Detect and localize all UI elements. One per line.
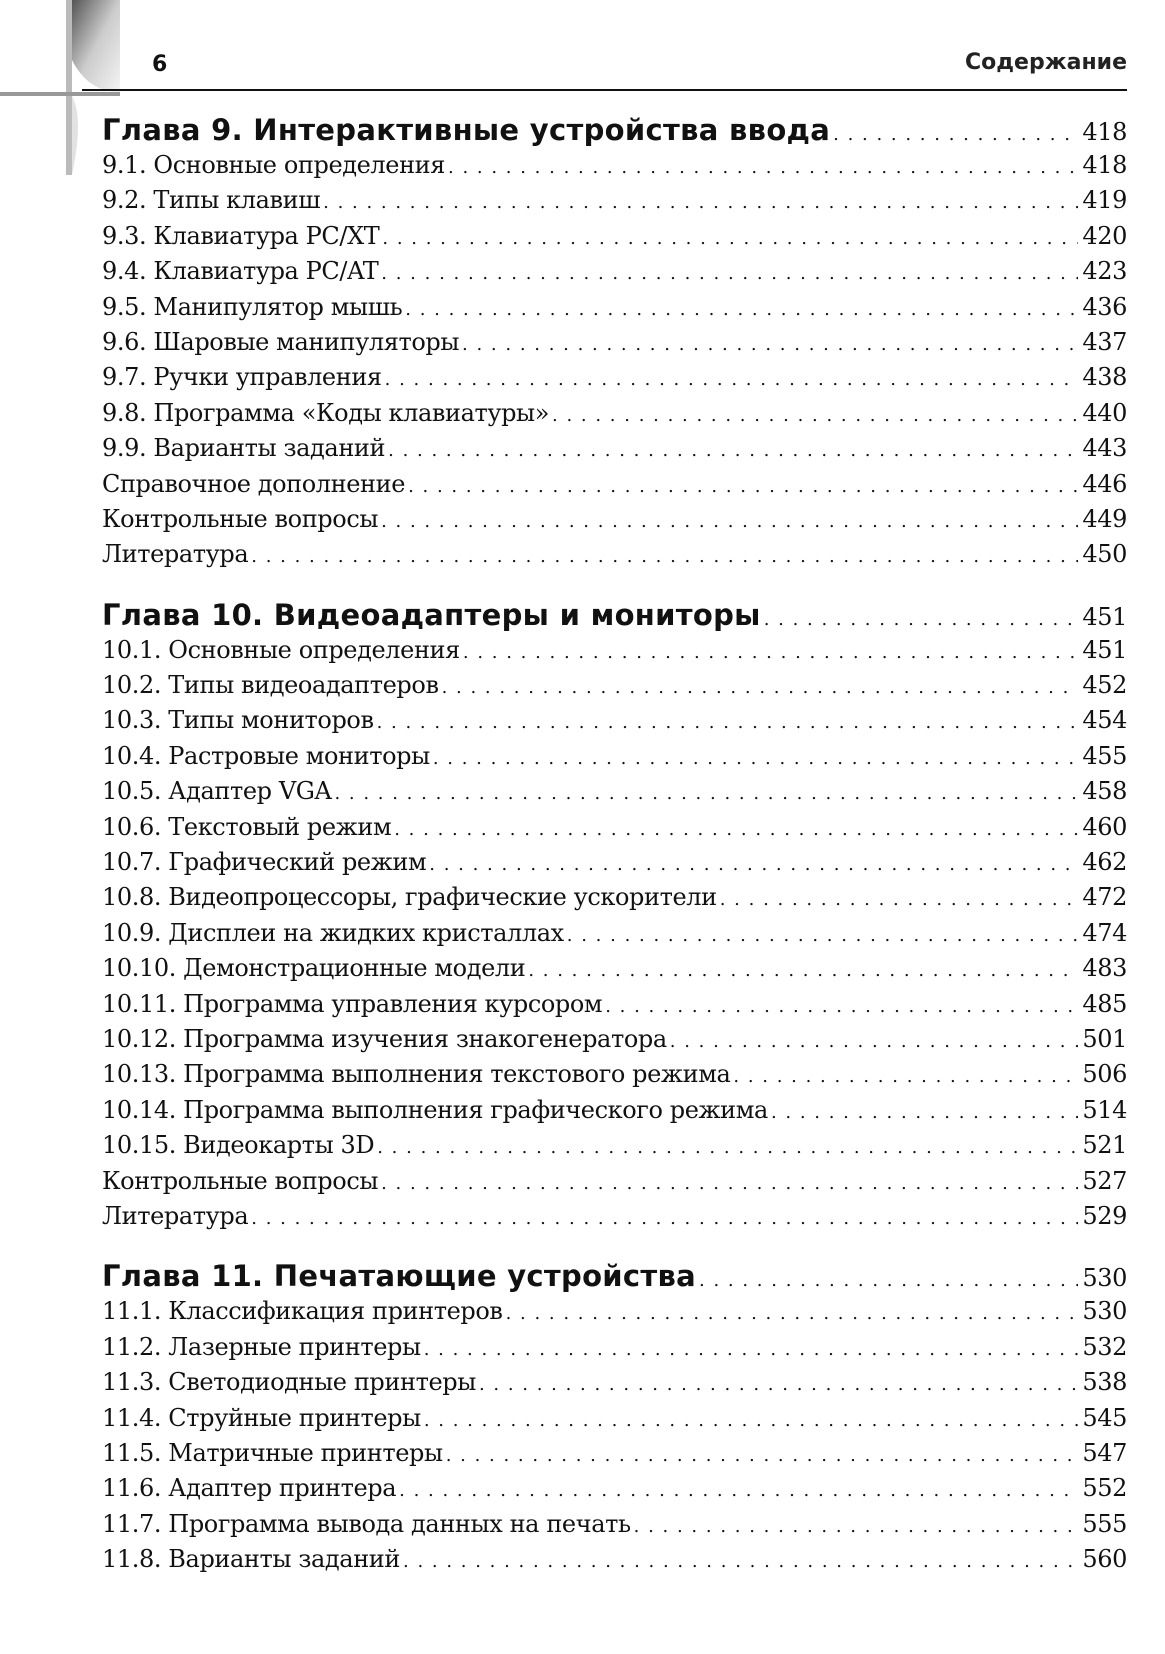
dot-leader (552, 405, 1078, 426)
dot-leader (382, 228, 1078, 249)
dot-leader (394, 819, 1078, 840)
toc-entry-row (102, 293, 1127, 328)
page-ref: 451 (1082, 602, 1127, 631)
toc-entry-row (102, 848, 1127, 883)
toc-entry-row (102, 990, 1127, 1025)
toc-entry-row (102, 813, 1127, 848)
dot-leader (733, 1066, 1078, 1087)
dot-leader (699, 1270, 1078, 1291)
page-ref: 455 (1082, 741, 1127, 770)
toc-entry-row (102, 1474, 1127, 1509)
toc-entry-row (102, 1439, 1127, 1474)
entry-title: 11.7. Программа вывода данных на печать (102, 1509, 631, 1538)
page-ref: 462 (1082, 848, 1127, 877)
toc-entry-row (102, 1060, 1127, 1095)
entry-title: Контрольные вопросы (102, 1166, 379, 1195)
entry-title: 11.2. Лазерные принтеры (102, 1332, 421, 1361)
entry-title: 11.5. Матричные принтеры (102, 1438, 443, 1467)
dot-leader (446, 1445, 1079, 1466)
page-ref: 547 (1082, 1438, 1127, 1467)
entry-title: 10.7. Графический режим (102, 848, 427, 877)
page-ref: 530 (1082, 1264, 1127, 1293)
dot-leader (442, 677, 1079, 698)
entry-title: Справочное дополнение (102, 469, 406, 498)
entry-title: 10.9. Дисплеи на жидких кристаллах (102, 918, 564, 947)
entry-title: 11.3. Светодиодные принтеры (102, 1368, 476, 1397)
entry-title: 9.4. Клавиатура PC/AT (102, 257, 379, 286)
toc-chapter-row (102, 598, 1127, 636)
toc-entry-row (102, 883, 1127, 918)
toc-entry-row (102, 540, 1127, 575)
dot-leader (408, 476, 1078, 497)
page-ref: 460 (1082, 812, 1127, 841)
entry-title: 10.12. Программа изучения знакогенератора (102, 1024, 667, 1053)
page-ref: 529 (1082, 1201, 1127, 1230)
dot-leader (399, 1480, 1078, 1501)
toc-entry-row (102, 777, 1127, 812)
page-ref: 440 (1082, 398, 1127, 427)
dot-leader (634, 1516, 1079, 1537)
entry-title: 10.8. Видеопроцессоры, графические ускорители (102, 883, 717, 912)
entry-title: 11.8. Варианты заданий (102, 1545, 400, 1574)
entry-title: 10.10. Демонстрационные модели (102, 954, 526, 983)
chapter-title: Глава 11. Печатающие устройства (102, 1259, 697, 1294)
table-of-contents (102, 113, 1127, 1580)
page-ref: 420 (1082, 221, 1127, 250)
page-number: 6 (152, 52, 168, 77)
entry-title: 9.5. Манипулятор мышь (102, 292, 403, 321)
dot-leader (424, 1410, 1079, 1431)
dot-leader (670, 1031, 1079, 1052)
toc-entry-row (102, 1025, 1127, 1060)
dot-leader (381, 263, 1078, 284)
page-ref: 483 (1082, 954, 1127, 983)
toc-entry-row (102, 671, 1127, 706)
entry-title: 10.2. Типы видеоадаптеров (102, 671, 439, 700)
page-ref: 450 (1082, 540, 1127, 569)
toc-entry-row (102, 434, 1127, 469)
entry-title: 10.14. Программа выполнения графического режима (102, 1095, 768, 1124)
page-ref: 443 (1082, 434, 1127, 463)
entry-title: 10.4. Растровые мониторы (102, 741, 430, 770)
dot-leader (833, 124, 1078, 145)
header-rule (82, 89, 1127, 91)
toc-entry-row (102, 257, 1127, 292)
page-ref: 452 (1082, 671, 1127, 700)
page-ref: 423 (1082, 257, 1127, 286)
entry-title: 9.1. Основные определения (102, 151, 446, 179)
toc-chapter-row (102, 113, 1127, 151)
page-ref: 418 (1082, 118, 1127, 146)
page-ref: 436 (1082, 292, 1127, 321)
dot-leader (377, 712, 1079, 733)
entry-title: 10.13. Программа выполнения текстового режима (102, 1060, 731, 1089)
toc-entry-row (102, 1297, 1127, 1332)
page-ref: 506 (1082, 1060, 1127, 1089)
page-ref: 449 (1082, 504, 1127, 533)
dot-leader (479, 1374, 1078, 1395)
toc-entry-row (102, 222, 1127, 257)
dot-leader (377, 1137, 1078, 1158)
page-ref: 437 (1082, 327, 1127, 356)
page-ref: 527 (1082, 1166, 1127, 1195)
entry-title: 9.2. Типы клавиш (102, 186, 321, 215)
dot-leader (448, 157, 1078, 178)
dot-leader (381, 1173, 1078, 1194)
toc-entry-row (102, 470, 1127, 505)
page-ref: 545 (1082, 1403, 1127, 1432)
entry-title: Литература (102, 540, 249, 569)
page-ref: 521 (1082, 1131, 1127, 1160)
entry-title: Литература (102, 1201, 249, 1230)
dot-leader (323, 192, 1078, 213)
page-ref: 451 (1082, 635, 1127, 664)
page-ref: 472 (1082, 883, 1127, 912)
toc-entry-row (102, 399, 1127, 434)
toc-entry-row (102, 919, 1127, 954)
entry-title: 11.4. Струйные принтеры (102, 1403, 421, 1432)
dot-leader (334, 783, 1078, 804)
toc-entry-row (102, 328, 1127, 363)
entry-title: Контрольные вопросы (102, 504, 379, 533)
page-ref: 454 (1082, 706, 1127, 735)
page-ref: 438 (1082, 363, 1127, 392)
page-ref: 530 (1082, 1297, 1127, 1326)
page-ref: 532 (1082, 1332, 1127, 1361)
entry-title: 9.6. Шаровые манипуляторы (102, 327, 460, 356)
page-ref: 538 (1082, 1368, 1127, 1397)
toc-entry-row (102, 151, 1127, 186)
dot-leader (506, 1303, 1079, 1324)
toc-entry-row (102, 186, 1127, 221)
toc-chapter-row (102, 1259, 1127, 1297)
dot-leader (429, 854, 1078, 875)
entry-title: 9.7. Ручки управления (102, 363, 382, 392)
toc-entry-row (102, 1202, 1127, 1237)
page-ref: 514 (1082, 1095, 1127, 1124)
dot-leader (381, 511, 1078, 532)
page-ref: 560 (1082, 1545, 1127, 1574)
chapter-title: Глава 10. Видеоадаптеры и мониторы (102, 597, 761, 632)
dot-leader (771, 1102, 1078, 1123)
page-ref: 552 (1082, 1474, 1127, 1503)
dot-leader (462, 334, 1078, 355)
page-ref: 555 (1082, 1509, 1127, 1538)
entry-title: 10.11. Программа управления курсором (102, 989, 603, 1018)
toc-entry-row (102, 954, 1127, 989)
page-ref: 446 (1082, 469, 1127, 498)
toc-entry-row (102, 1368, 1127, 1403)
dot-leader (388, 440, 1078, 461)
dot-leader (385, 369, 1079, 390)
running-header-title: Содержание (965, 50, 1127, 75)
entry-title: 9.8. Программа «Коды клавиатуры» (102, 398, 550, 427)
dot-leader (463, 642, 1079, 663)
dot-leader (251, 546, 1078, 567)
entry-title: 10.3. Типы мониторов (102, 706, 374, 735)
toc-entry-row (102, 742, 1127, 777)
toc-entry-row (102, 1167, 1127, 1202)
entry-title: 11.1. Классификация принтеров (102, 1297, 503, 1326)
entry-title: 9.9. Варианты заданий (102, 434, 386, 463)
toc-entry-row (102, 706, 1127, 741)
dot-leader (720, 889, 1079, 910)
toc-entry-row (102, 1545, 1127, 1580)
toc-entry-row (102, 505, 1127, 540)
toc-entry-row (102, 636, 1127, 671)
dot-leader (424, 1339, 1079, 1360)
dot-leader (403, 1551, 1078, 1572)
toc-entry-row (102, 1510, 1127, 1545)
dot-leader (405, 299, 1078, 320)
page-ref: 458 (1082, 777, 1127, 806)
dot-leader (528, 960, 1078, 981)
toc-entry-row (102, 1131, 1127, 1166)
page-ref: 474 (1082, 918, 1127, 947)
dot-leader (251, 1208, 1078, 1229)
entry-title: 10.5. Адаптер VGA (102, 777, 332, 806)
dot-leader (567, 925, 1079, 946)
entry-title: 10.15. Видеокарты 3D (102, 1131, 375, 1160)
page-ref: 501 (1082, 1024, 1127, 1053)
page-ref: 419 (1082, 186, 1127, 215)
page-ref: 485 (1082, 989, 1127, 1018)
toc-entry-row (102, 1404, 1127, 1439)
entry-title: 11.6. Адаптер принтера (102, 1474, 397, 1503)
toc-entry-row (102, 1096, 1127, 1131)
toc-entry-row (102, 1333, 1127, 1368)
dot-leader (605, 996, 1078, 1017)
entry-title: 10.1. Основные определения (102, 635, 460, 664)
entry-title: 9.3. Клавиатура PC/XT (102, 221, 380, 250)
chapter-title: Глава 9. Интерактивные устройства ввода (102, 113, 831, 147)
dot-leader (433, 748, 1079, 769)
page-ref: 418 (1082, 151, 1127, 179)
entry-title: 10.6. Текстовый режим (102, 812, 392, 841)
dot-leader (764, 609, 1079, 630)
toc-entry-row (102, 363, 1127, 398)
